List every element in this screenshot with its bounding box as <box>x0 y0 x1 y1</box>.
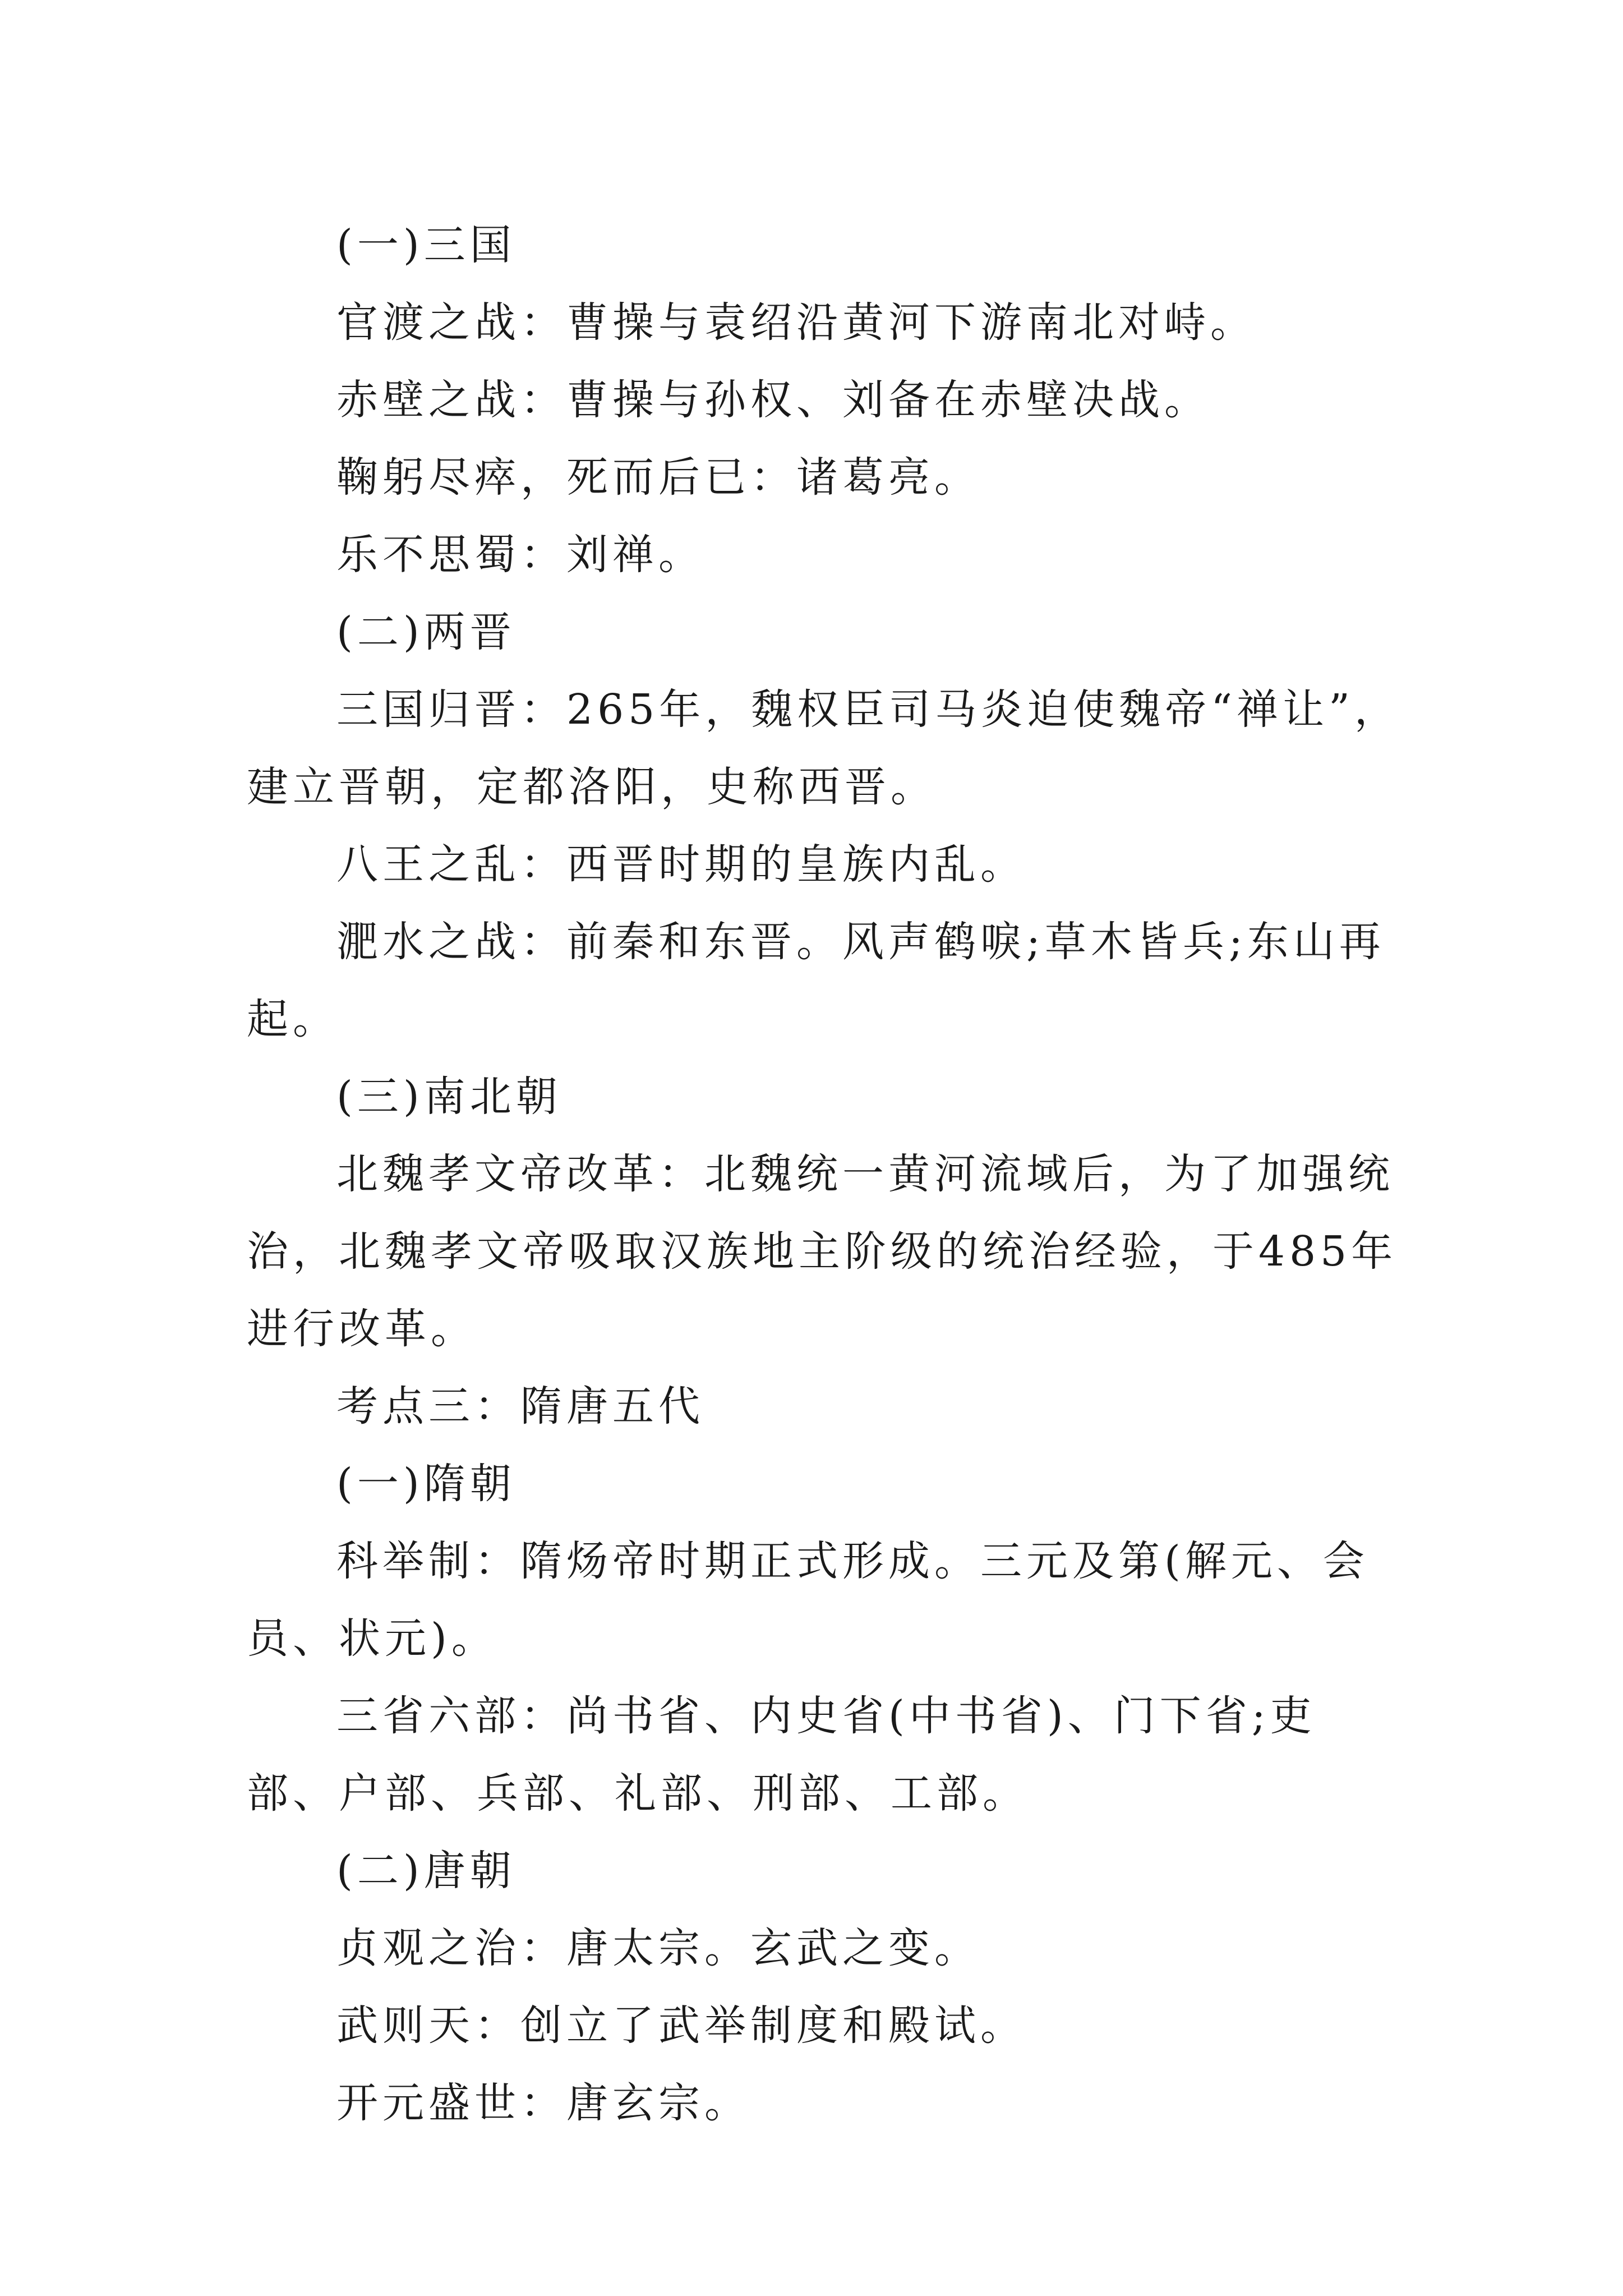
section-heading-southern-northern: (三)南北朝 <box>336 1073 562 1121</box>
section-heading-exam-point-three: 考点三：隋唐五代 <box>336 1382 704 1430</box>
paragraph-wu-zetian: 武则天：创立了武举制度和殿试。 <box>336 2001 1026 2050</box>
section-heading-tang: (二)唐朝 <box>336 1847 516 1895</box>
paragraph-zhuge-liang: 鞠躬尽瘁，死而后已：诸葛亮。 <box>336 453 980 501</box>
paragraph-eight-princes: 八王之乱：西晋时期的皇族内乱。 <box>336 840 1026 889</box>
paragraph-chibi-battle: 赤壁之战：曹操与孙权、刘备在赤壁决战。 <box>336 376 1210 424</box>
paragraph-kaiyuan: 开元盛世：唐玄宗。 <box>336 2079 750 2127</box>
paragraph-liu-shan: 乐不思蜀：刘禅。 <box>336 531 704 579</box>
document-body <box>247 206 1402 2142</box>
paragraph-imperial-exam: 科举制：隋炀帝时期正式形成。三元及第(解元、会员、状元)。 <box>247 1537 1369 1663</box>
paragraph-xiaowen-reform: 北魏孝文帝改革：北魏统一黄河流域后，为了加强统治，北魏孝文帝吸取汉族地主阶级的统治经验，于485年进行改革。 <box>247 1150 1398 1353</box>
section-heading-three-kingdoms: (一)三国 <box>336 221 516 269</box>
paragraph-feishui-battle: 淝水之战：前秦和东晋。风声鹤唳;草木皆兵;东山再起。 <box>247 918 1385 1043</box>
section-heading-sui: (一)隋朝 <box>336 1460 516 1508</box>
paragraph-three-kingdoms-to-jin: 三国归晋：265年，魏权臣司马炎迫使魏帝“禅让”，建立晋朝，定都洛阳，史称西晋。 <box>247 685 1400 811</box>
paragraph-guandu-battle: 官渡之战：曹操与袁绍沿黄河下游南北对峙。 <box>336 298 1256 347</box>
paragraph-three-departments: 三省六部：尚书省、内史省(中书省)、门下省;吏部、户部、兵部、礼部、刑部、工部。 <box>247 1692 1316 1818</box>
section-heading-jin: (二)两晋 <box>336 608 516 656</box>
paragraph-zhenguan: 贞观之治：唐太宗。玄武之变。 <box>336 1924 980 1972</box>
